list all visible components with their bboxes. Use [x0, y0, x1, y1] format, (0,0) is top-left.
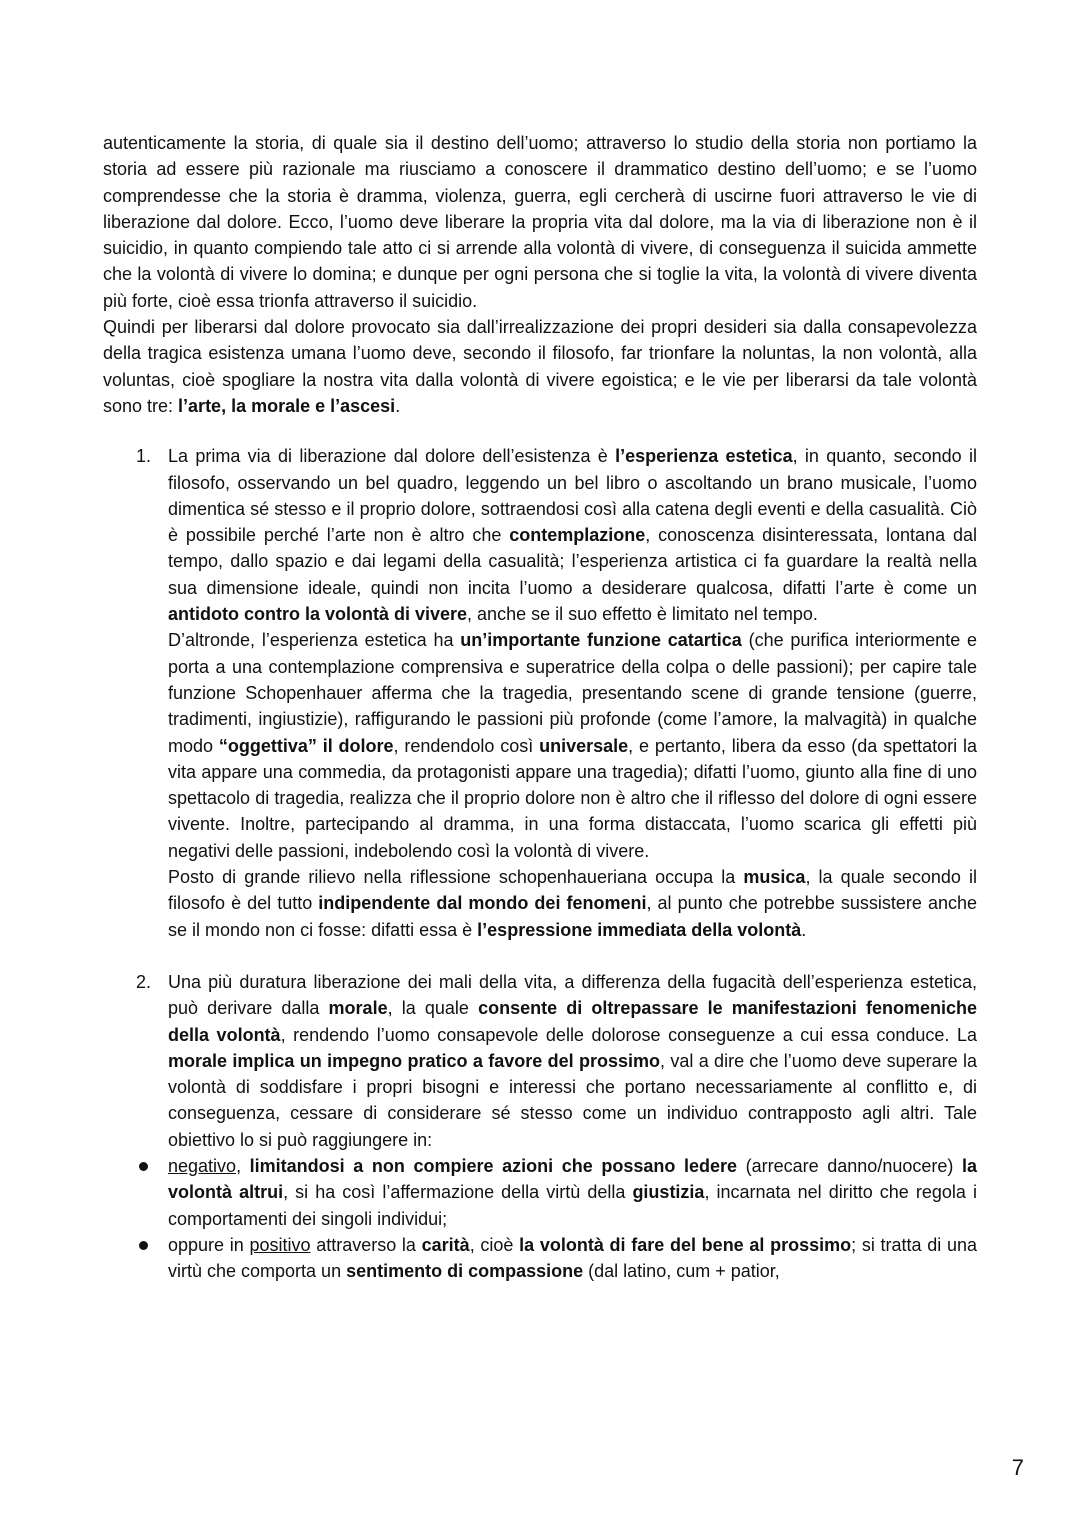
bullet-icon	[139, 1162, 148, 1171]
paragraph-1: autenticamente la storia, di quale sia il destino dell’uomo; attraverso lo studio della storia non portiamo la storia ad essere più razionale ma riusciamo a conoscere il drammatico destino dell’uomo; e se l’uomo comprendesse che la storia è dramma, violenza, guerra, egli cercherà di uscirne fuori attraverso le vie di liberazione dal dolore. Ecco, l’uomo deve liberare la propria vita dal dolore, ma la via di liberazione non è il suicidio, in quanto compiendo tale atto ci si arrende alla volontà di vivere, di conseguenza il suicida ammette che la volontà di vivere lo domina; e dunque per ogni persona che si toglie la vita, la volontà di vivere diventa più forte, cioè essa trionfa attraverso il suicidio.	[103, 133, 977, 311]
page-number: 7	[1011, 1455, 1024, 1480]
item-number: 2.	[136, 971, 152, 992]
list-item-1	[103, 443, 977, 943]
list-item-2	[103, 969, 977, 1153]
item-1-paragraph-b: D’altronde, l’esperienza estetica ha un’importante funzione catartica (che purifica interiormente e porta a una contemplazione comprensiva e superatrice della colpa o delle passioni); per capire tale funzione Schopenhauer afferma che la tragedia, presentando scene di grande tensione (guerre, tradimenti, ingiustizie), raffigurando le passioni più profonde (come l’amore, la malvagità) in qualche modo “oggettiva” il dolore, rendendolo così universale, e pertanto, libera da esso (da spettatori la vita appare una commedia, da protagonisti appare una tragedia); difatti l’uomo, giunto alla fine di uno spettacolo di tragedia, realizza che il proprio dolore non è altro che il riflesso del dolore di ogni essere vivente. Inoltre, partecipando al dramma, in una forma distaccata, l’uomo scarica gli effetti più negativi delle passioni, indebolendo così la volontà di vivere.	[168, 630, 977, 861]
body-text	[103, 130, 977, 1284]
numbered-list	[103, 443, 977, 1284]
item-2-paragraph-a: Una più duratura liberazione dei mali della vita, a differenza della fugacità dell’esperienza estetica, può derivare dalla morale, la quale consente di oltrepassare le manifestazioni fenomeniche della volontà, rendendo l’uomo consapevole delle dolorose conseguenze a cui essa conduce. La morale implica un impegno pratico a favore del prossimo, val a dire che l’uomo deve superare la volontà di soddisfare i propri bisogni e interessi che portano necessariamente al conflitto e, di conseguenza, cessare di considerare sé stesso come un individuo contrapposto agli altri. Tale obiettivo lo si può raggiungere in:	[168, 971, 977, 1150]
bullet-icon	[139, 1241, 148, 1250]
bullet-item-positivo: oppure in positivo attraverso la carità, cioè la volontà di fare del bene al prossimo; si tratta di una virtù che comporta un sentimento di compassione (dal latino, cum + patior,	[103, 1232, 977, 1285]
paragraph-2: Quindi per liberarsi dal dolore provocato sia dall’irrealizzazione dei propri desideri sia dalla consapevolezza della tragica esistenza umana l’uomo deve, secondo il filosofo, far trionfare la noluntas, la non volontà, alla voluntas, cioè spogliare la nostra vita dalla volontà di vivere egoistica; e le vie per liberarsi da tale volontà sono tre: l’arte, la morale e l’ascesi.	[103, 317, 977, 416]
item-number: 1.	[136, 446, 152, 467]
item-1-paragraph-c: Posto di grande rilievo nella riflessione schopenhaueriana occupa la musica, la quale secondo il filosofo è del tutto indipendente dal mondo dei fenomeni, al punto che potrebbe sussistere anche se il mondo non ci fosse: difatti essa è l’espressione immediata della volontà.	[168, 867, 978, 940]
three-ways: l’arte, la morale e l’ascesi	[178, 395, 396, 416]
bullet-item-negativo: negativo, limitandosi a non compiere azioni che possano ledere (arrecare danno/nuocere) la volontà altrui, si ha così l’affermazione della virtù della giustizia, incarnata nel diritto che regola i comportamenti dei singoli individui;	[103, 1153, 977, 1232]
item-1-paragraph-a: La prima via di liberazione dal dolore dell’esistenza è l’esperienza estetica, in quanto, secondo il filosofo, osservando un bel quadro, leggendo un bel libro o ascoltando un brano musicale, l’uomo dimentica sé stesso e il proprio dolore, sottraendosi così alla catena degli eventi e della casualità. Ciò è possibile perché l’arte non è altro che contemplazione, conoscenza disinteressata, lontana dal tempo, dallo spazio e dai legami della casualità; l’esperienza artistica ci fa guardare la realtà nella sua dimensione ideale, quindi non incita l’uomo a desiderare qualcosa, difatti l’arte è come un antidoto contro la volontà di vivere, anche se il suo effetto è limitato nel tempo.	[168, 446, 977, 625]
